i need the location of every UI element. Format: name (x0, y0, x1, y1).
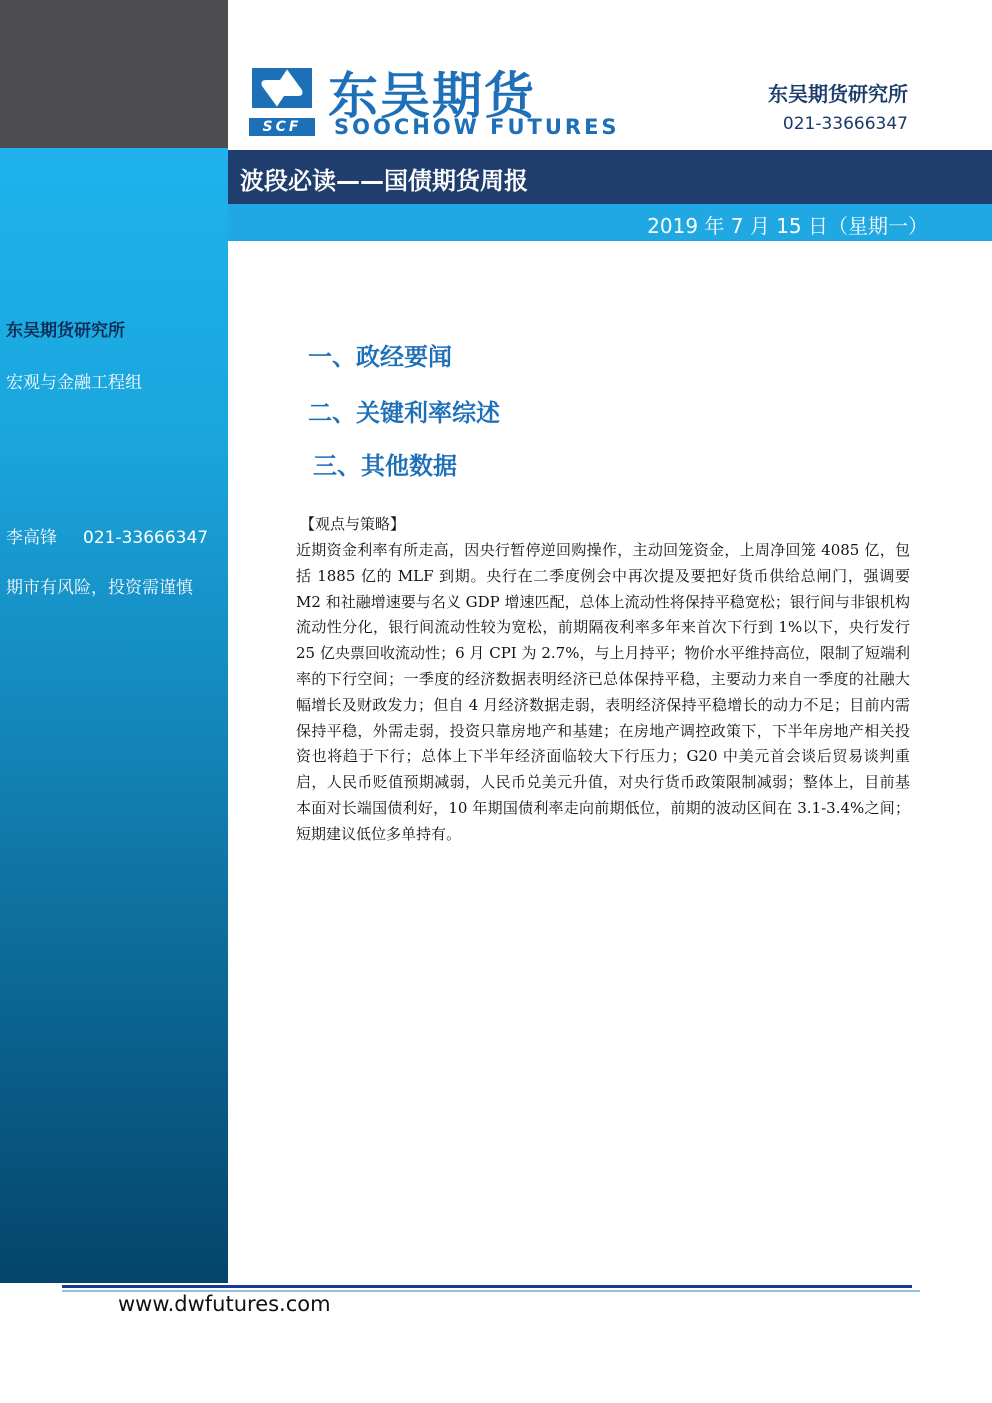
logo-scf-mark: SCF (249, 118, 315, 136)
title-band (228, 150, 992, 204)
logo-english-name: SOOCHOW FUTURES (334, 115, 620, 139)
logo-mark-icon (248, 62, 316, 114)
date-band (228, 204, 992, 241)
header-phone: 021-33666347 (782, 114, 908, 134)
sidebar-risk-notice: 期市有风险，投资需谨慎 (6, 578, 193, 598)
company-logo (248, 62, 620, 142)
section-heading-rates: 二、关键利率综述 (308, 399, 500, 427)
section-heading-news: 一、政经要闻 (308, 343, 452, 371)
header-org: 东吴期货研究所 (768, 82, 908, 106)
sidebar-group: 宏观与金融工程组 (6, 373, 142, 393)
report-date: 2019 年 7 月 15 日（星期一） (647, 214, 928, 238)
report-title: 波段必读——国债期货周报 (240, 167, 528, 195)
section-heading-other-data: 三、其他数据 (313, 452, 457, 480)
footer-website: www.dwfutures.com (118, 1292, 331, 1316)
analyst-phone: 021-33666347 (83, 528, 209, 548)
sidebar-org: 东吴期货研究所 (6, 321, 125, 341)
footer-divider (62, 1285, 912, 1288)
sidebar-top-block (0, 0, 228, 148)
viewpoint-heading: 【观点与策略】 (300, 515, 406, 533)
logo-chinese-name: 东吴期货 (328, 67, 536, 125)
viewpoint-body: 近期资金利率有所走高，因央行暂停逆回购操作，主动回笼资金，上周净回笼 4085 亿，包括 1885 亿的 MLF 到期。央行在二季度例会中再次提及要把好货币供给总闸门，强调要 M2 和社融增速要与名义 GDP 增速匹配，总体上流动性将保持平稳宽松；银行间与非银机构流动性分化，银行间流动性较为宽松，前期隔夜利率多年来首次下行到 1%以下，央行发行 25 亿央票回收流动性；6 月 CPI 为 2.7%，与上月持平；物价水平维持高位，限制了短端利率的下行空间；一季度的经济数据表明经济已总体保持平稳，主要动力来自一季度的社融大幅增长及财政发力；但自 4 月经济数据走弱，表明经济保持平稳增长的动力不足；目前内需保持平稳，外需走弱，投资只靠房地产和基建；在房地产调控政策下，下半年房地产相关投资也将趋于下行；总体上下半年经济面临较大下行压力；G20 中美元首会谈后贸易谈判重启，人民币贬值预期减弱，人民币兑美元升值，对央行货币政策限制减弱；整体上，目前基本面对长端国债利好，10 年期国债利率走向前期低位，前期的波动区间在 3.1-3.4%之间；短期建议低位多单持有。 (296, 541, 910, 843)
analyst-name: 李高锋 (6, 528, 57, 548)
sidebar-analyst (6, 523, 208, 548)
